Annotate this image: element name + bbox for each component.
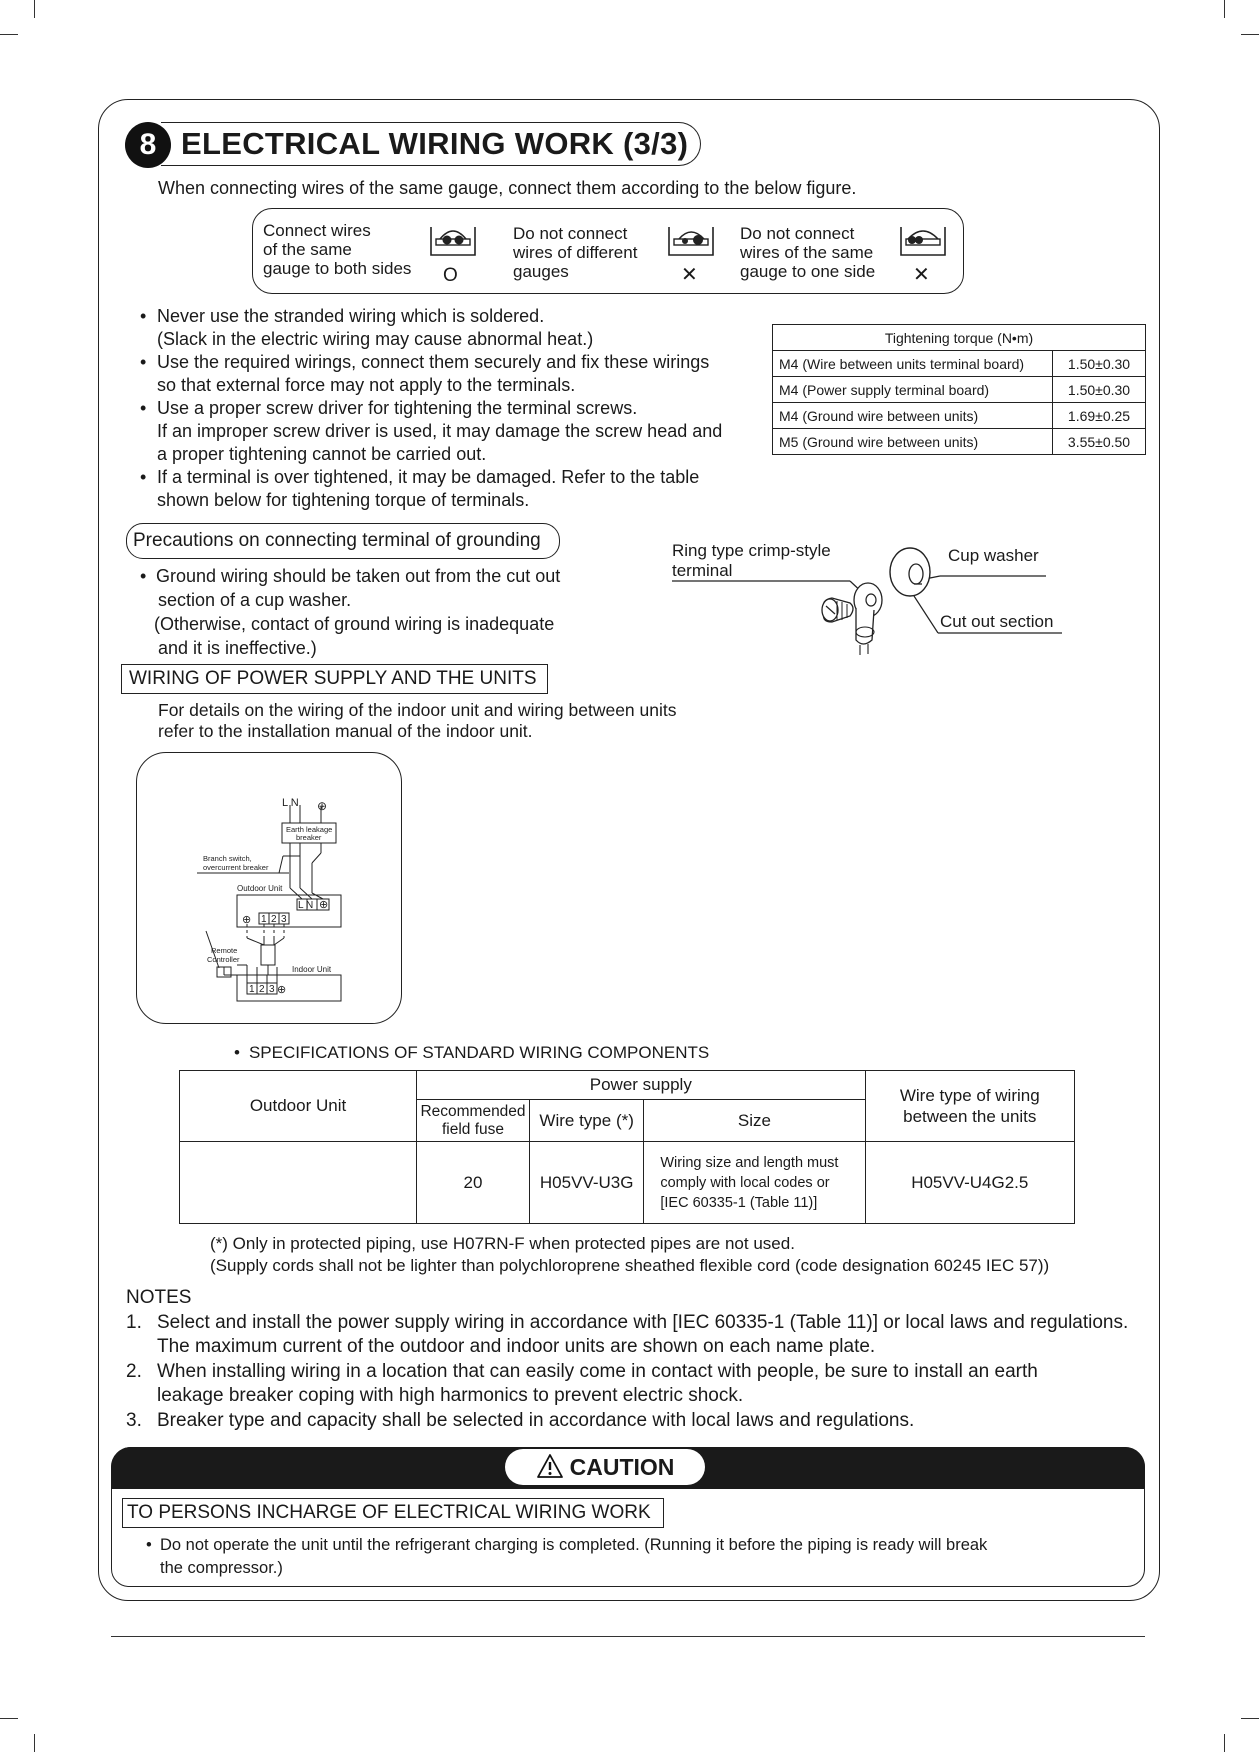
page-title: ELECTRICAL WIRING WORK (3/3) (161, 122, 701, 166)
caution-line: the compressor.) (160, 1559, 283, 1577)
list-item: • Never use the stranded wiring which is soldered. (140, 305, 780, 328)
spec-cell-size-line: [IEC 60335-1 (Table 11)] (660, 1194, 818, 1211)
text-line: gauge to both sides (263, 259, 412, 278)
section-number-badge: 8 (125, 122, 171, 168)
ng-mark: ✕ (913, 264, 930, 286)
table-row (773, 351, 1146, 377)
spec-col-power: Power supply (417, 1071, 866, 1100)
list-item-cont: shown below for tightening torque of terminals. (157, 490, 530, 510)
diagram-remote-label-2: Controller (207, 955, 240, 964)
spec-col-fuse (417, 1100, 530, 1142)
gauge-item-2-text (513, 224, 637, 281)
warning-icon (536, 1453, 564, 1479)
crop-mark (1241, 1718, 1259, 1719)
list-item-cont: If an improper screw driver is used, it may damage the screw head and (157, 421, 723, 441)
ring-terminal-illustration (670, 540, 1070, 670)
spec-col-fuse-line: Recommended (420, 1102, 526, 1120)
diagram-ln-label: L N (282, 797, 299, 809)
spec-col-between-line: Wire type of wiring (899, 1086, 1040, 1105)
diagram-indoor-terminal-3: 3 (269, 984, 275, 995)
power-supply-text-1: For details on the wiring of the indoor unit and wiring between units (158, 700, 677, 720)
torque-header: Tightening torque (N•m) (773, 325, 1146, 351)
spec-cell-fuse: 20 (417, 1142, 530, 1224)
caution-line: Do not operate the unit until the refrigerant charging is completed. (Running it before the piping is ready will break (160, 1536, 988, 1554)
torque-label: M4 (Ground wire between units) (773, 403, 1053, 429)
spec-footnote-1: (*) Only in protected piping, use H07RN-F when protected pipes are not used. (210, 1234, 795, 1253)
crop-mark (1224, 1734, 1225, 1752)
intro-text: When connecting wires of the same gauge, connect them according to the below figure. (158, 178, 857, 198)
crop-mark (1241, 34, 1259, 35)
diagram-remote-label-1: Remote (211, 946, 238, 955)
spec-cell-outdoor (180, 1142, 417, 1224)
list-item: • Use a proper screw driver for tightening the terminal screws. (140, 397, 780, 420)
caution-bar (111, 1447, 1145, 1489)
diagram-elb-label-2: breaker (296, 833, 322, 842)
text-line: Do not connect (740, 224, 855, 243)
diagram-indoor-terminal-2: 2 (259, 984, 265, 995)
caution-label: CAUTION (569, 1454, 675, 1480)
torque-label: M4 (Power supply terminal board) (773, 377, 1053, 403)
text-line: gauge to one side (740, 262, 876, 281)
torque-label: M5 (Ground wire between units) (773, 429, 1053, 455)
text-line: wires of different (513, 243, 638, 262)
table-row (773, 377, 1146, 403)
diagram-terminal-2: 2 (271, 914, 277, 925)
spec-col-size: Size (644, 1100, 865, 1142)
bullet-icon: • (234, 1043, 240, 1062)
diagram-branch-label-2: overcurrent breaker (203, 863, 269, 872)
diagram-outdoor-label: Outdoor Unit (237, 884, 283, 893)
diagram-indoor-label: Indoor Unit (292, 965, 332, 974)
torque-value: 1.50±0.30 (1053, 377, 1146, 403)
list-item: • If a terminal is over tightened, it may be damaged. Refer to the table (140, 466, 780, 489)
terminal-one-side-icon (898, 223, 948, 259)
crop-mark (0, 34, 18, 35)
text-line: of the same (263, 240, 352, 259)
torque-value: 1.50±0.30 (1053, 351, 1146, 377)
spec-col-outdoor: Outdoor Unit (180, 1071, 417, 1142)
spec-col-between-line: between the units (903, 1107, 1037, 1126)
list-item-cont: and it is ineffective.) (158, 638, 317, 658)
gauge-item-1-text (263, 221, 411, 278)
text-line: gauges (513, 262, 569, 281)
list-item-line: leakage breaker coping with high harmonics to prevent electric shock. (157, 1385, 744, 1406)
list-item-text: Ground wiring should be taken out from the cut out (156, 566, 561, 586)
ring-terminal-label: Ring type crimp-style (672, 541, 831, 560)
caution-pill (505, 1449, 705, 1485)
list-item (146, 1534, 987, 1557)
wiring-diagram (136, 752, 402, 1024)
text-line: wires of the same (740, 243, 874, 262)
caution-subheading: TO PERSONS INCHARGE OF ELECTRICAL WIRING WORK (122, 1498, 664, 1528)
diagram-terminal-3: 3 (281, 914, 287, 925)
spec-cell-size (644, 1142, 865, 1224)
crop-mark (0, 1718, 18, 1719)
list-item-number: 3. (126, 1409, 142, 1431)
table-row (180, 1071, 1075, 1100)
bullet-icon: • (146, 1536, 152, 1554)
terminal-both-sides-icon (428, 223, 478, 259)
ground-icon: ⊕ (317, 799, 328, 813)
list-item-line: Select and install the power supply wiring in accordance with [IEC 60335-1 (Table 11)] or local laws and regulations. (157, 1311, 1129, 1333)
spec-col-wire: Wire type (*) (529, 1100, 643, 1142)
terminal-different-gauge-icon (666, 223, 716, 259)
gauge-item-3-text (740, 224, 875, 281)
crop-mark (34, 0, 35, 18)
spec-col-fuse-line: field fuse (441, 1120, 505, 1138)
spec-cell-wire: H05VV-U3G (529, 1142, 643, 1224)
list-item (126, 1360, 1156, 1409)
list-item-line: The maximum current of the outdoor and indoor units are shown on each name plate. (157, 1336, 876, 1357)
table-row (773, 429, 1146, 455)
spec-cell-between: H05VV-U4G2.5 (865, 1142, 1074, 1224)
power-supply-heading: WIRING OF POWER SUPPLY AND THE UNITS (121, 664, 548, 694)
spec-footnote-2: (Supply cords shall not be lighter than polychloroprene sheathed flexible cord (code designation 60245 IEC 57)) (210, 1256, 1050, 1275)
torque-value: 3.55±0.50 (1053, 429, 1146, 455)
spec-heading (234, 1043, 709, 1063)
wiring-cautions-list (140, 305, 780, 512)
spec-heading-text: SPECIFICATIONS OF STANDARD WIRING COMPONENTS (248, 1043, 710, 1062)
list-item (126, 1311, 1156, 1360)
torque-table (772, 324, 1146, 455)
torque-label: M4 (Wire between units terminal board) (773, 351, 1053, 377)
list-item-cont: section of a cup washer. (158, 590, 352, 610)
ground-icon: ⊕ (242, 914, 252, 926)
ng-mark: ✕ (681, 264, 698, 286)
notes (126, 1286, 1156, 1433)
text-line: Do not connect (513, 224, 628, 243)
notes-heading: NOTES (126, 1287, 192, 1308)
list-item-line: Breaker type and capacity shall be selected in accordance with local laws and regulations. (157, 1409, 915, 1431)
grounding-heading: Precautions on connecting terminal of grounding (126, 523, 560, 559)
list-item: • Use the required wirings, connect them securely and fix these wirings (140, 351, 780, 374)
diagram-elb-label-1: Earth leakage (286, 825, 333, 834)
list-item (126, 1409, 1156, 1434)
crop-mark (1224, 0, 1225, 18)
list-item-cont: so that external force may not apply to the terminals. (157, 375, 576, 395)
text-line: Connect wires (263, 221, 371, 240)
cut-out-section-label: Cut out section (940, 612, 1054, 631)
list-item-number: 1. (126, 1311, 142, 1333)
table-row (773, 403, 1146, 429)
list-item-cont: (Slack in the electric wiring may cause abnormal heat.) (157, 329, 594, 349)
list-item-line: When installing wiring in a location that can easily come in contact with people, be sure to install an earth (157, 1360, 1038, 1382)
spec-cell-size-line: Wiring size and length must (660, 1154, 839, 1171)
list-item-cont: a proper tightening cannot be carried out. (157, 444, 487, 464)
list-item-number: 2. (126, 1360, 142, 1382)
table-row (180, 1142, 1075, 1224)
caution-text (146, 1534, 987, 1580)
crop-mark (34, 1734, 35, 1752)
diagram-branch-label-1: Branch switch, (203, 854, 252, 863)
cup-washer-label: Cup washer (948, 546, 1039, 565)
list-item-cont: (Otherwise, contact of ground wiring is inadequate (154, 614, 555, 634)
gauge-figure (252, 208, 964, 294)
grounding-text (140, 564, 610, 660)
ground-icon: ⊕ (277, 984, 287, 996)
diagram-indoor-terminal-1: 1 (249, 984, 255, 995)
list-item (140, 564, 610, 588)
diagram-terminal-1: 1 (261, 914, 267, 925)
table-row (773, 325, 1146, 351)
footer-rule (111, 1636, 1145, 1637)
power-supply-text-2: refer to the installation manual of the indoor unit. (158, 721, 533, 741)
spec-table (179, 1070, 1075, 1224)
spec-col-between (865, 1071, 1074, 1142)
bullet-icon: • (140, 566, 147, 586)
ground-icon: ⊕ (319, 899, 329, 911)
torque-value: 1.69±0.25 (1053, 403, 1146, 429)
spec-cell-size-line: comply with local codes or (660, 1174, 830, 1191)
wiring-diagram-lines (137, 753, 401, 1023)
ok-mark: O (443, 265, 458, 286)
ring-terminal-label-2: terminal (672, 561, 733, 580)
diagram-lng-label: L N (298, 900, 314, 911)
